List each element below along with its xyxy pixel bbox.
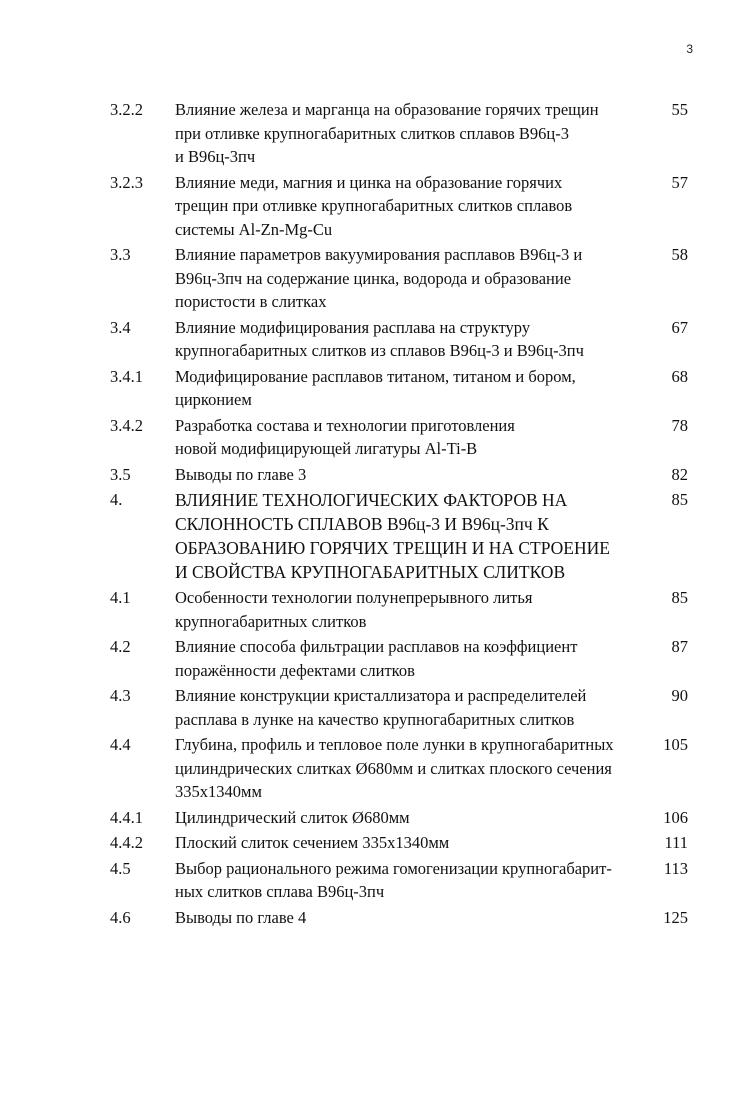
section-title [175, 316, 645, 363]
title-line: 335x1340мм [175, 782, 262, 801]
section-number: 3.4 [110, 317, 131, 337]
title-line: В96ц-3пч на содержание цинка, водорода и образование [175, 268, 572, 288]
title-line: Цилиндрический слиток Ø680мм [175, 807, 410, 827]
section-page: 125 [663, 907, 688, 927]
title-line: Выбор рационального режима гомогенизации крупногабарит- [175, 858, 612, 878]
toc-entry [110, 684, 688, 731]
title-line: поражённости дефектами слитков [175, 660, 415, 680]
section-number: 3.2.2 [110, 100, 143, 119]
title-line: Модифицирование расплавов титаном, титаном и бором, [175, 366, 576, 386]
toc-entry [110, 831, 688, 855]
title-line: Влияние железа и марганца на образование горячих трещин [175, 100, 599, 119]
section-page: 106 [663, 807, 688, 827]
section-title [175, 857, 645, 904]
title-line: Влияние модифицирования расплава на структуру [175, 317, 531, 337]
title-line: новой модифицирующей лигатуры Al-Ti-B [175, 439, 478, 458]
section-title [175, 733, 645, 804]
section-number: 4.6 [110, 907, 131, 927]
toc-entry [110, 463, 688, 487]
section-title [175, 906, 645, 930]
toc-entry [110, 243, 688, 314]
section-title [175, 684, 645, 731]
section-number: 4.4 [110, 735, 131, 754]
title-line: Выводы по главе 3 [175, 464, 307, 484]
title-line: при отливке крупногабаритных слитков сплавов В96ц-3 [175, 123, 569, 143]
section-title [175, 831, 645, 855]
section-page: 85 [671, 588, 688, 607]
section-number: 4.4.2 [110, 833, 143, 852]
title-line: Выводы по главе 4 [175, 907, 307, 927]
section-title [175, 586, 645, 633]
section-number: 4.1 [110, 588, 131, 607]
chapter-page: 85 [671, 490, 688, 509]
section-page: 87 [671, 637, 688, 656]
section-page: 113 [663, 858, 688, 878]
section-number: 3.3 [110, 245, 131, 264]
title-line: цилиндрических слитках Ø680мм и слитках плоского сечения [175, 758, 612, 778]
title-line: ОБРАЗОВАНИЮ ГОРЯЧИХ ТРЕЩИН И НА СТРОЕНИЕ [175, 538, 610, 558]
title-line: И СВОЙСТВА КРУПНОГАБАРИТНЫХ СЛИТКОВ [175, 562, 566, 582]
title-line: Разработка состава и технологии приготовления [175, 415, 515, 435]
section-title [175, 414, 645, 461]
title-line: пористости в слитках [175, 292, 327, 311]
section-page: 55 [671, 100, 688, 119]
section-title [175, 635, 645, 682]
toc-entry [110, 414, 688, 461]
title-line: Особенности технологии полунепрерывного литья [175, 588, 533, 607]
chapter-number: 4. [110, 490, 123, 509]
title-line: трещин при отливке крупногабаритных слитков сплавов [175, 196, 573, 215]
toc-entry [110, 806, 688, 830]
title-line: Влияние меди, магния и цинка на образование горячих [175, 172, 563, 192]
toc-entry [110, 733, 688, 804]
toc-chapter-entry [110, 488, 688, 584]
section-title [175, 243, 645, 314]
section-page: 90 [671, 686, 688, 705]
title-line: Влияние конструкции кристаллизатора и распределителей [175, 686, 587, 705]
toc-entry [110, 906, 688, 930]
section-number: 3.4.1 [110, 366, 143, 386]
section-number: 4.5 [110, 858, 131, 878]
section-page: 111 [664, 833, 688, 852]
section-number: 3.5 [110, 464, 131, 484]
section-title [175, 171, 645, 242]
page-number: 3 [686, 42, 693, 56]
toc-entry [110, 98, 688, 169]
title-line: Влияние параметров вакуумирования расплавов В96ц-3 и [175, 245, 583, 264]
section-page: 78 [671, 415, 688, 435]
toc-entry [110, 635, 688, 682]
section-number: 4.2 [110, 637, 131, 656]
section-title [175, 806, 645, 830]
title-line: Плоский слиток сечением 335x1340мм [175, 833, 450, 852]
section-page: 67 [671, 317, 688, 337]
section-number: 4.3 [110, 686, 131, 705]
section-title [175, 463, 645, 487]
toc-entry [110, 365, 688, 412]
title-line: расплава в лунке на качество крупногабаритных слитков [175, 709, 575, 729]
title-line: Глубина, профиль и тепловое поле лунки в крупногабаритных [175, 735, 614, 754]
section-number: 3.2.3 [110, 172, 143, 192]
title-line: СКЛОННОСТЬ СПЛАВОВ В96ц-3 И В96ц-3пч К [175, 514, 549, 534]
title-line: крупногабаритных слитков [175, 611, 367, 631]
title-line: ВЛИЯНИЕ ТЕХНОЛОГИЧЕСКИХ ФАКТОРОВ НА [175, 490, 568, 510]
toc-entry [110, 171, 688, 242]
chapter-title [175, 488, 645, 584]
section-page: 57 [671, 172, 688, 192]
toc-entry [110, 857, 688, 904]
section-title [175, 365, 645, 412]
section-page: 58 [671, 245, 688, 264]
title-line: Влияние способа фильтрации расплавов на коэффициент [175, 637, 578, 656]
table-of-contents [110, 98, 688, 931]
title-line: системы Al-Zn-Mg-Cu [175, 219, 333, 239]
title-line: крупногабаритных слитков из сплавов В96ц-3 и В96ц-3пч [175, 341, 584, 360]
section-page: 105 [663, 735, 688, 754]
section-number: 3.4.2 [110, 415, 143, 435]
title-line: цирконием [175, 390, 252, 409]
toc-entry [110, 316, 688, 363]
title-line: ных слитков сплава В96ц-3пч [175, 882, 385, 901]
section-title [175, 98, 645, 169]
section-page: 82 [671, 464, 688, 484]
toc-entry [110, 586, 688, 633]
title-line: и В96ц-3пч [175, 147, 256, 166]
section-page: 68 [671, 366, 688, 386]
section-number: 4.4.1 [110, 807, 143, 827]
